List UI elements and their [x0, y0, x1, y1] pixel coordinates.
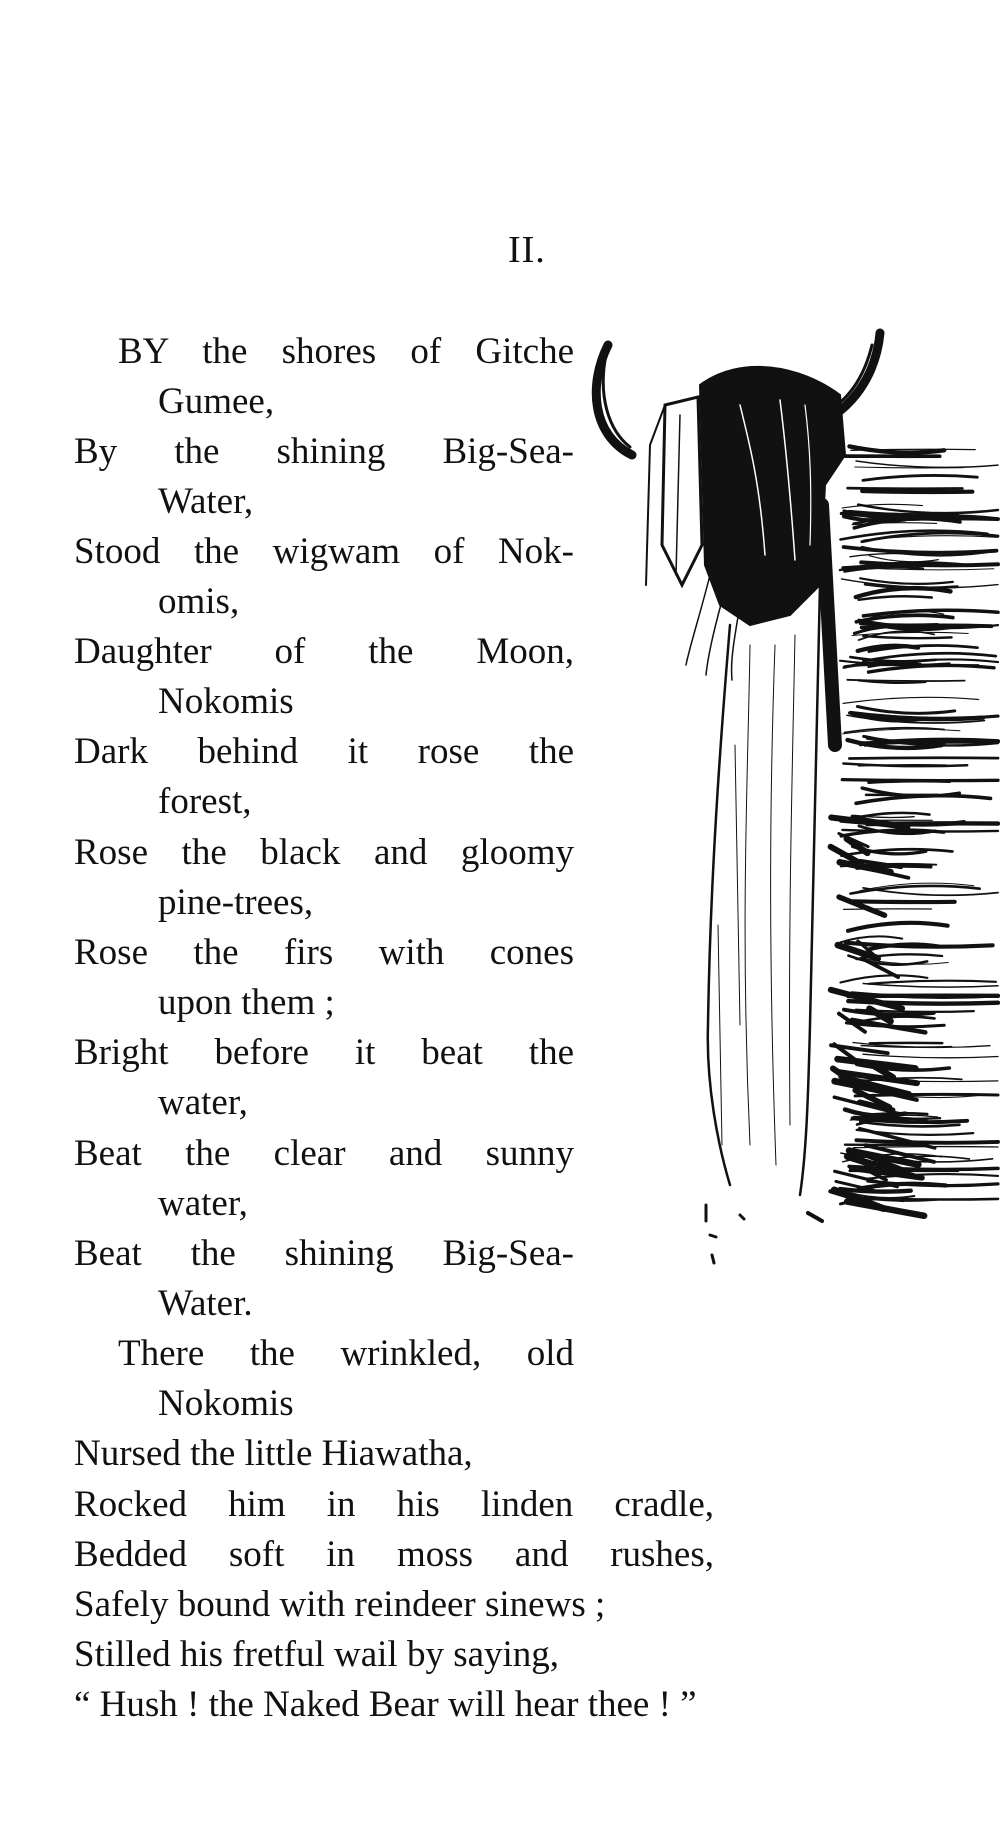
verse-line: omis, — [158, 581, 240, 622]
verse-line: Safely bound with reindeer sinews ; — [74, 1584, 606, 1625]
verse-line: Beat the clear and sunny — [74, 1133, 574, 1174]
verse-line: Rocked him in his linden cradle, — [74, 1484, 714, 1525]
verse-line: Stilled his fretful wail by saying, — [74, 1634, 560, 1675]
verse-line: There the wrinkled, old — [118, 1333, 574, 1374]
verse-line: forest, — [158, 781, 252, 822]
verse-line: Nokomis — [158, 681, 294, 722]
verse-line: Stood the wigwam of Nok- — [74, 531, 574, 572]
buffalo-skull-on-post-sketch-icon — [590, 325, 1000, 1505]
verse-line: Rose the firs with cones — [74, 932, 574, 973]
verse-line: Nokomis — [158, 1383, 294, 1424]
verse-line: upon them ; — [158, 982, 335, 1023]
verse-line: Bedded soft in moss and rushes, — [74, 1534, 714, 1575]
verse-line: Nursed the little Hiawatha, — [74, 1433, 473, 1474]
verse-line: Water, — [158, 481, 254, 522]
verse-line: pine-trees, — [158, 882, 314, 923]
verse-line: Beat the shining Big-Sea- — [74, 1233, 574, 1274]
verse-line: Daughter of the Moon, — [74, 631, 574, 672]
verse-line: Dark behind it rose the — [74, 731, 574, 772]
verse-line: Bright before it beat the — [74, 1032, 574, 1073]
verse-line: Rose the black and gloomy — [74, 832, 574, 873]
verse-line: BY the shores of Gitche — [118, 331, 574, 372]
verse-line: “ Hush ! the Naked Bear will hear thee ! ” — [74, 1684, 697, 1725]
verse-line: water, — [158, 1082, 248, 1123]
chapter-heading: II. — [508, 229, 546, 271]
verse-line: By the shining Big-Sea- — [74, 431, 574, 472]
verse-line: water, — [158, 1183, 248, 1224]
verse-line: Gumee, — [158, 381, 275, 422]
verse-line: Water. — [158, 1283, 253, 1324]
